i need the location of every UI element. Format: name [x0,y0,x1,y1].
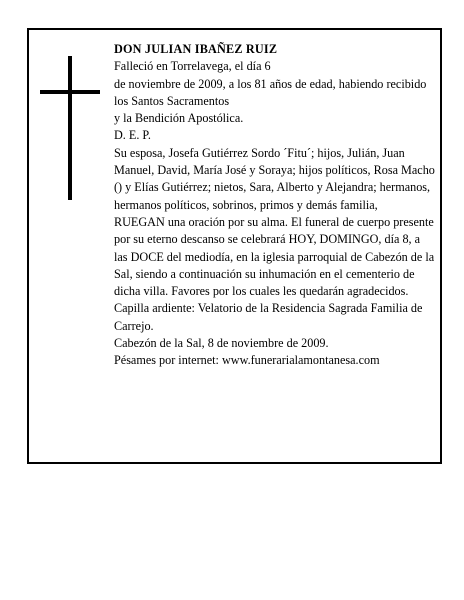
chapel-line: Capilla ardiente: Velatorio de la Residencia Sagrada Familia de Carrejo. [114,301,423,333]
obituary-text [114,41,436,370]
place-date-line: Cabezón de la Sal, 8 de noviembre de 2009. [114,336,329,351]
cross-post [68,56,72,200]
rip-line: D. E. P. [114,128,151,143]
obituary-notice [27,28,442,464]
condolences-line: Pésames por internet: www.funerarialamontanesa.com [114,353,380,368]
deceased-name: DON JULIAN IBAÑEZ RUIZ [114,42,278,56]
funeral-paragraph: RUEGAN una oración por su alma. El funeral de cuerpo presente por su eterno descanso se celebrará HOY, DOMINGO, día 8, a las DOCE del mediodía, en la iglesia parroquial de Cabezón de la Sal, siendo a continuación su inhumación en el cementerio de dicha villa. Favores por los cuales les quedarán agradecidos. [114,214,435,299]
sacraments-line: los Santos Sacramentos [114,93,230,108]
cross-beam [40,90,100,94]
cross-icon [40,56,100,200]
family-paragraph: Su esposa, Josefa Gutiérrez Sordo ´Fitu´; hijos, Julián, Juan Manuel, David, María José y Soraya; hijos políticos, Rosa Macho () y Elías Gutiérrez; nietos, Sara, Alberto y Alejandra; hermanos, hermanos políticos, sobrinos, primos y demás familia, [114,145,435,212]
blessing-line: y la Bendición Apostólica. [114,111,244,126]
death-date-age: de noviembre de 2009, a los 81 años de edad, habiendo recibido [114,76,427,91]
death-place-date: Falleció en Torrelavega, el día 6 [114,59,271,74]
